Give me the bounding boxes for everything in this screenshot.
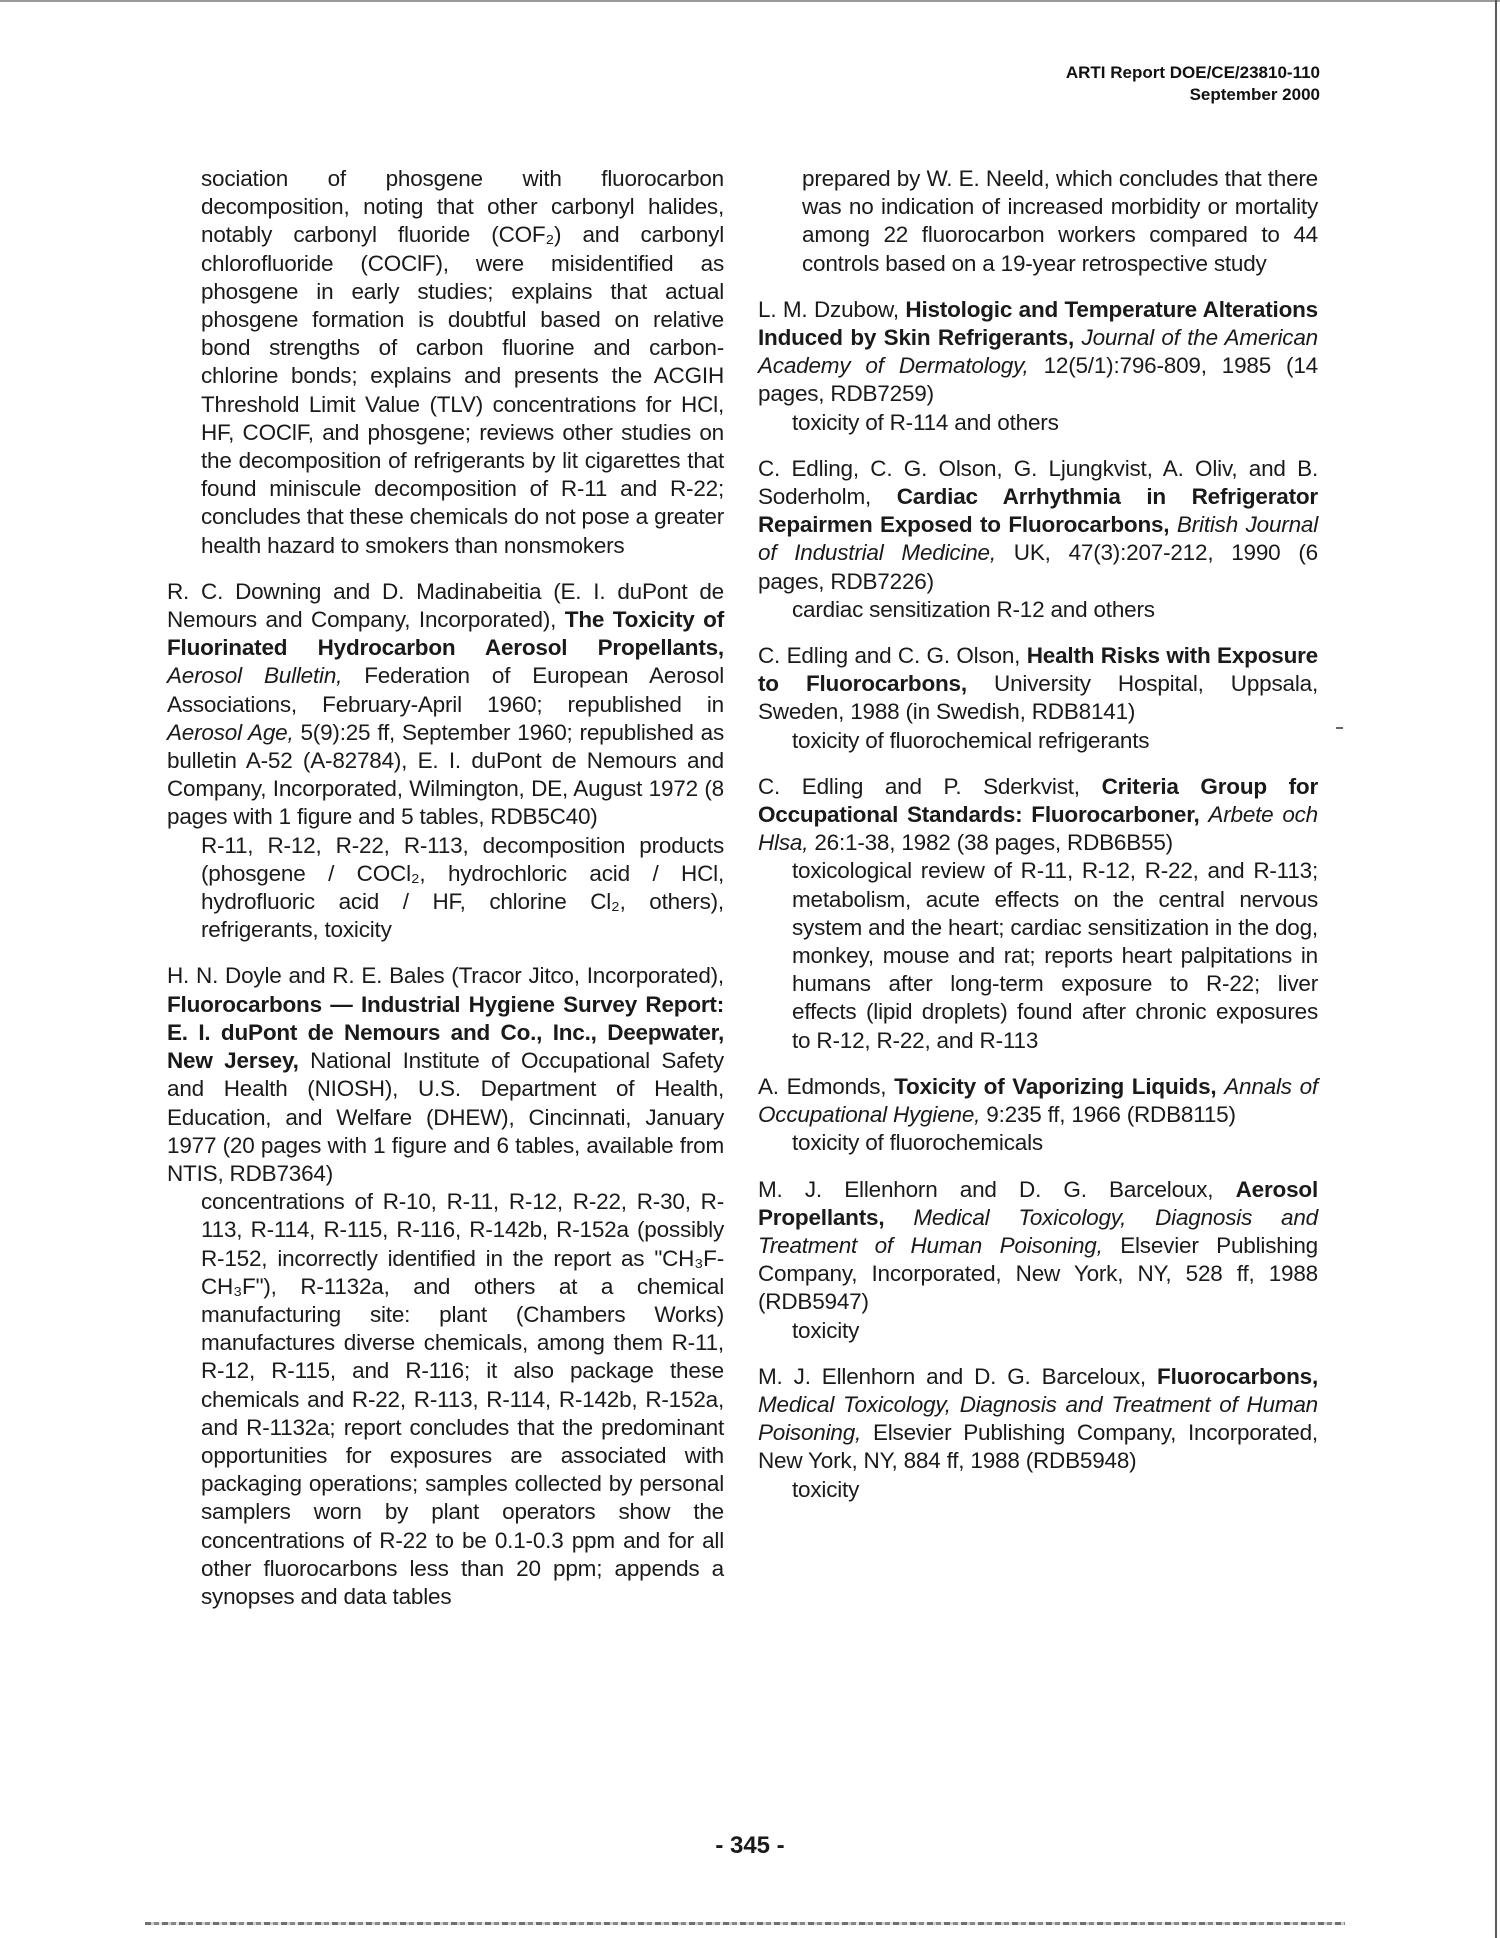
report-header — [1066, 62, 1320, 106]
journal: Aerosol Bulletin, — [167, 663, 343, 689]
authors: H. N. Doyle and R. E. Bales (Tracor Jitco, Incorporated), — [167, 963, 724, 989]
annotation: toxicity of R-114 and others — [792, 409, 1059, 435]
journal: Arbete och Hlsa, — [758, 802, 1318, 856]
title: Health Risks with Exposure to Fluorocarbons, — [758, 643, 1318, 697]
reference — [758, 642, 1318, 727]
authors: L. M. Dzubow, — [758, 296, 899, 322]
annotation: toxicological review of R-11, R-12, R-22, and R-113; metabolism, acute effects on the central nervous system and the heart; cardiac sensitization in the dog, monkey, mouse and rat; reports heart palpitations in humans after long-term exposure to R-22; liver effects (lipid droplets) found after chronic exposures to R-12, R-22, and R-113 — [792, 858, 1318, 1053]
authors: M. J. Ellenhorn and D. G. Barceloux, — [758, 1363, 1146, 1389]
details: University Hospital, Uppsala, Sweden, 1988 (in Swedish, RDB8141) — [758, 671, 1318, 725]
bibliography-entry — [167, 962, 724, 1611]
authors: C. Edling, C. G. Olson, G. Ljungkvist, A. Oliv, and B. Soderholm, — [758, 455, 1318, 510]
title: Fluorocarbons, — [1157, 1363, 1318, 1389]
page-number: - 345 - — [715, 1832, 785, 1859]
bibliography-entry — [758, 1073, 1318, 1158]
details: 12(5/1):796-809, 1985 (14 pages, RDB7259) — [758, 353, 1318, 407]
bibliography-entry — [167, 578, 724, 945]
annotation: toxicity — [792, 1317, 860, 1343]
scan-speck — [1336, 727, 1343, 729]
journal: Medical Toxicology, Diagnosis and Treatment of Human Poisoning, — [758, 1391, 1318, 1446]
annotation: toxicity of fluorochemical refrigerants — [792, 727, 1150, 753]
details: Elsevier Publishing Company, Incorporated, New York, NY, 884 ff, 1988 (RDB5948) — [758, 1420, 1318, 1474]
reference — [758, 296, 1318, 409]
reference — [758, 455, 1318, 596]
title: The Toxicity of Fluorinated Hydrocarbon Aerosol Propellants, — [167, 607, 724, 661]
scan-top-edge — [0, 0, 1500, 2]
reference — [758, 773, 1318, 858]
left-column — [167, 165, 724, 1629]
title: Aerosol Propellants, — [758, 1176, 1318, 1230]
reference — [758, 1073, 1318, 1129]
bibliography-entry — [758, 296, 1318, 437]
bibliography-entry — [758, 1176, 1318, 1345]
authors: C. Edling and P. Sderkvist, — [758, 773, 1080, 799]
title: Fluorocarbons — Industrial Hygiene Survey Report: E. I. duPont de Nemours and Co., Inc., Deepwater, New Jersey, — [167, 991, 724, 1074]
bibliography-entry — [758, 455, 1318, 624]
details: National Institute of Occupational Safety and Health (NIOSH), U.S. Department of Health, Education, and Welfare (DHEW), Cincinnati, January 1977 (20 pages with 1 figure and 6 tables, available from NTIS, RDB7364) — [167, 1048, 724, 1186]
continued-annotation: prepared by W. E. Neeld, which concludes that there was no indication of increased morbidity or mortality among 22 fluorocarbon workers compared to 44 controls based on a 19-year retrospective study — [802, 166, 1318, 276]
authors: R. C. Downing and D. Madinabeitia (E. I. duPont de Nemours and Company, Incorporated), — [167, 578, 724, 633]
journal: Annals of Occupational Hygiene, — [758, 1073, 1318, 1128]
reference — [758, 1363, 1318, 1476]
report-id: ARTI Report DOE/CE/23810-110 — [1065, 63, 1320, 82]
right-column — [758, 165, 1318, 1522]
details: 26:1-38, 1982 (38 pages, RDB6B55) — [814, 830, 1173, 856]
reference — [167, 578, 724, 832]
bibliography-entry — [758, 642, 1318, 755]
continued-annotation: sociation of phosgene with fluorocarbon decomposition, noting that other carbonyl halides, notably carbonyl fluoride (COF₂) and carbonyl chlorofluoride (COClF), were misidentified as phosgene in early studies; explains that actual phosgene formation is doubtful based on relative bond strengths of carbon fluorine and carbon-chlorine bonds; explains and presents the ACGIH Threshold Limit Value (TLV) concentrations for HCl, HF, COClF, and phosgene; reviews other studies on the decomposition of refrigerants by lit cigarettes that found miniscule decomposition of R-11 and R-22; concludes that these chemicals do not pose a greater health hazard to smokers than nonsmokers — [201, 166, 724, 558]
journal: Journal of the American Academy of Dermatology, — [758, 325, 1318, 379]
details: Elsevier Publishing Company, Incorporated, New York, NY, 528 ff, 1988 (RDB5947) — [758, 1232, 1318, 1315]
details: Federation of European Aerosol Associations, February-April 1960; republished in — [167, 663, 724, 717]
bibliography-entry — [758, 1363, 1318, 1504]
title: Histologic and Temperature Alterations Induced by Skin Refrigerants, — [758, 296, 1318, 351]
details-2: 5(9):25 ff, September 1960; republished as bulletin A-52 (A-82784), E. I. duPont de Nemours and Company, Incorporated, Wilmington, DE, August 1972 (8 pages with 1 figure and 5 tables, RDB5C40) — [167, 719, 724, 830]
journal: British Journal of Industrial Medicine, — [758, 512, 1318, 566]
report-date: September 2000 — [1189, 85, 1320, 104]
title: Toxicity of Vaporizing Liquids, — [894, 1073, 1217, 1099]
authors: M. J. Ellenhorn and D. G. Barceloux, — [758, 1176, 1214, 1202]
annotation: cardiac sensitization R-12 and others — [792, 596, 1155, 622]
authors: A. Edmonds, — [758, 1073, 887, 1099]
annotation: R-11, R-12, R-22, R-113, decomposition products (phosgene / COCl₂, hydrochloric acid / HCl, hydrofluoric acid / HF, chlorine Cl₂, others), refrigerants, toxicity — [201, 832, 724, 943]
authors: C. Edling and C. G. Olson, — [758, 643, 1021, 669]
annotation: concentrations of R-10, R-11, R-12, R-22, R-30, R-113, R-114, R-115, R-116, R-142b, R-152a (possibly R-152, incorrectly identified in the report as "CH₃F-CH₃F"), R-1132a, and others at a chemical manufacturing site: plant (Chambers Works) manufactures diverse chemicals, among them R-11, R-12, R-115, and R-116; it also package these chemicals and R-22, R-113, R-114, R-142b, R-152a, and R-1132a; report concludes that the predominant opportunities for exposures are associated with packaging operations; samples collected by personal samplers worn by plant operators show the concentrations of R-22 to be 0.1-0.3 ppm and for all other fluorocarbons less than 20 ppm; appends a synopses and data tables — [201, 1189, 724, 1609]
journal: Medical Toxicology, Diagnosis and Treatment of Human Poisoning, — [758, 1204, 1318, 1258]
annotation: toxicity — [792, 1476, 860, 1502]
annotation: toxicity of fluorochemicals — [792, 1130, 1043, 1156]
title: Criteria Group for Occupational Standards: Fluorocarboner, — [758, 773, 1318, 828]
details: UK, 47(3):207-212, 1990 (6 pages, RDB7226) — [758, 540, 1318, 594]
details: 9:235 ff, 1966 (RDB8115) — [986, 1102, 1236, 1128]
scan-right-edge — [1495, 0, 1497, 1938]
bibliography-entry — [758, 773, 1318, 1055]
scan-artifact-line — [145, 1922, 1345, 1925]
journal-2: Aerosol Age, — [167, 719, 294, 745]
title: Cardiac Arrhythmia in Refrigerator Repairmen Exposed to Fluorocarbons, — [758, 484, 1318, 538]
reference — [758, 1176, 1318, 1317]
reference — [167, 962, 724, 1188]
